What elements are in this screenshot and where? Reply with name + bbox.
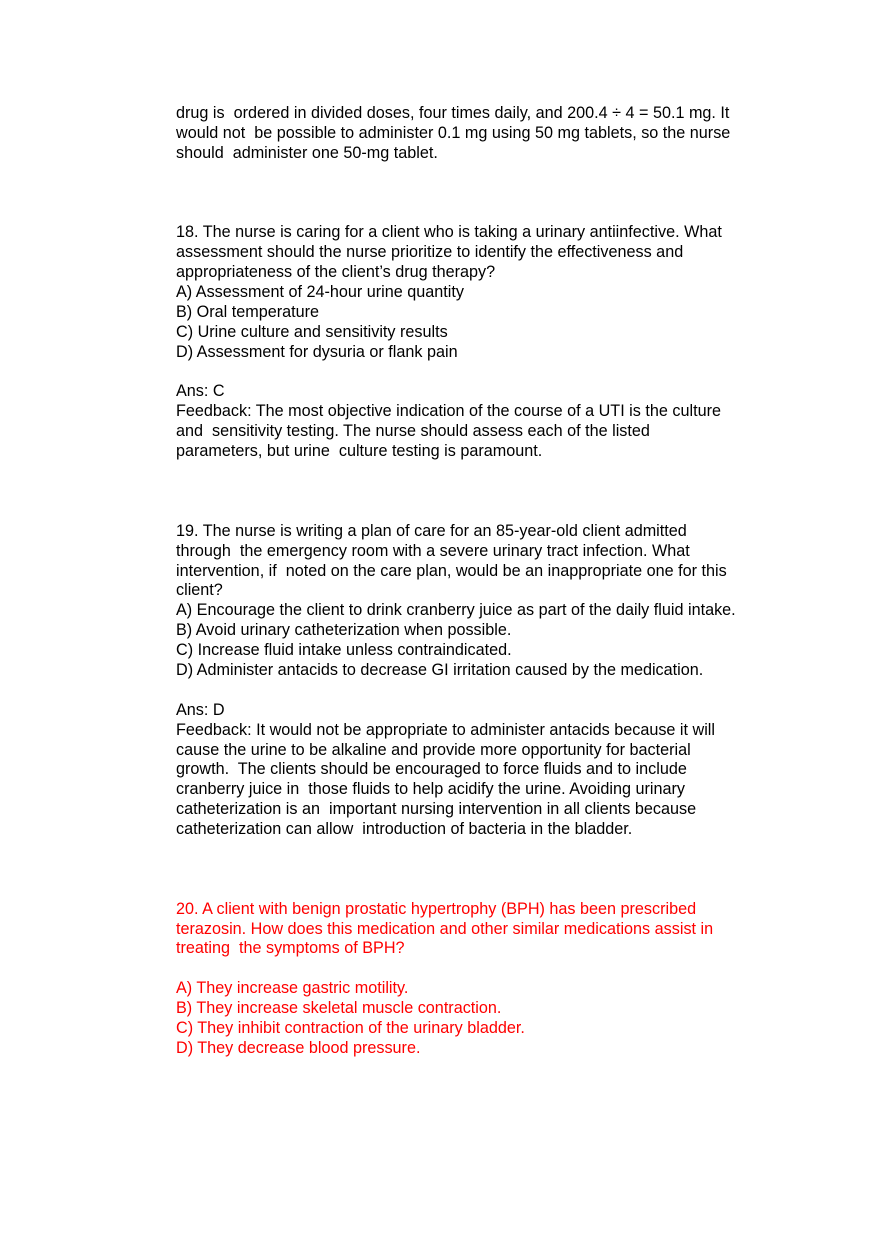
text-line: parameters, but urine culture testing is paramount. bbox=[176, 442, 543, 461]
text-line: would not be possible to administer 0.1 mg using 50 mg tablets, so the nurse bbox=[176, 123, 731, 142]
text-line: cause the urine to be alkaline and provide more opportunity for bacterial bbox=[176, 740, 691, 759]
question-18-text bbox=[176, 223, 786, 283]
question-19-options bbox=[176, 601, 786, 681]
intro-feedback-continuation bbox=[176, 104, 786, 164]
text-line: catheterization is an important nursing intervention in all clients because bbox=[176, 800, 697, 819]
paragraph-spacer bbox=[176, 462, 786, 522]
text-line: growth. The clients should be encouraged to force fluids and to include bbox=[176, 760, 687, 779]
question-20-text bbox=[176, 900, 786, 960]
text-line: 18. The nurse is caring for a client who is taking a urinary antiinfective. What bbox=[176, 223, 722, 242]
text-line: terazosin. How does this medication and other similar medications assist in bbox=[176, 919, 714, 938]
question-19-answer: Ans: D bbox=[176, 700, 225, 719]
paragraph-spacer bbox=[176, 164, 786, 224]
question-19-feedback bbox=[176, 721, 786, 840]
text-line: treating the symptoms of BPH? bbox=[176, 939, 405, 958]
paragraph-spacer bbox=[176, 840, 786, 900]
option-c: C) Urine culture and sensitivity results bbox=[176, 322, 448, 341]
option-a: A) Encourage the client to drink cranberry juice as part of the daily fluid intake. bbox=[176, 601, 736, 620]
option-b: B) They increase skeletal muscle contraction. bbox=[176, 999, 502, 1018]
text-line: Feedback: The most objective indication of the course of a UTI is the culture bbox=[176, 402, 721, 421]
question-18 bbox=[176, 223, 786, 462]
text-line: through the emergency room with a severe urinary tract infection. What bbox=[176, 541, 690, 560]
text-line: catheterization can allow introduction of bacteria in the bladder. bbox=[176, 820, 633, 839]
text-line: drug is ordered in divided doses, four times daily, and 200.4 ÷ 4 = 50.1 mg. It bbox=[176, 104, 730, 122]
option-b: B) Oral temperature bbox=[176, 302, 320, 321]
text-line: 20. A client with benign prostatic hypertrophy (BPH) has been prescribed bbox=[176, 899, 697, 918]
option-d: D) Administer antacids to decrease GI irritation caused by the medication. bbox=[176, 660, 704, 679]
option-a: A) Assessment of 24-hour urine quantity bbox=[176, 283, 464, 302]
question-19-text bbox=[176, 522, 786, 602]
text-line: appropriateness of the client’s drug therapy? bbox=[176, 263, 496, 282]
text-line: 19. The nurse is writing a plan of care for an 85-year-old client admitted bbox=[176, 521, 687, 540]
text-line: and sensitivity testing. The nurse should assess each of the listed bbox=[176, 422, 650, 441]
text-line: assessment should the nurse prioritize to identify the effectiveness and bbox=[176, 243, 684, 262]
question-18-options bbox=[176, 283, 786, 363]
option-b: B) Avoid urinary catheterization when possible. bbox=[176, 621, 512, 640]
line-spacer bbox=[176, 959, 786, 979]
question-20 bbox=[176, 900, 786, 1059]
text-line: should administer one 50-mg tablet. bbox=[176, 143, 438, 162]
line-spacer bbox=[176, 363, 786, 383]
line-spacer bbox=[176, 681, 786, 701]
text-line: client? bbox=[176, 581, 223, 600]
option-d: D) Assessment for dysuria or flank pain bbox=[176, 342, 458, 361]
text-line: intervention, if noted on the care plan, would be an inappropriate one for this bbox=[176, 561, 727, 580]
question-18-feedback bbox=[176, 402, 786, 462]
question-20-options bbox=[176, 979, 786, 1059]
document-page bbox=[176, 104, 786, 1059]
option-c: C) They inhibit contraction of the urinary bladder. bbox=[176, 1019, 525, 1038]
text-line: cranberry juice in those fluids to help acidify the urine. Avoiding urinary bbox=[176, 780, 685, 799]
text-line: Feedback: It would not be appropriate to administer antacids because it will bbox=[176, 720, 715, 739]
question-18-answer: Ans: C bbox=[176, 382, 225, 401]
option-d: D) They decrease blood pressure. bbox=[176, 1038, 421, 1057]
option-c: C) Increase fluid intake unless contraindicated. bbox=[176, 641, 512, 660]
option-a: A) They increase gastric motility. bbox=[176, 979, 409, 998]
question-19 bbox=[176, 522, 786, 840]
